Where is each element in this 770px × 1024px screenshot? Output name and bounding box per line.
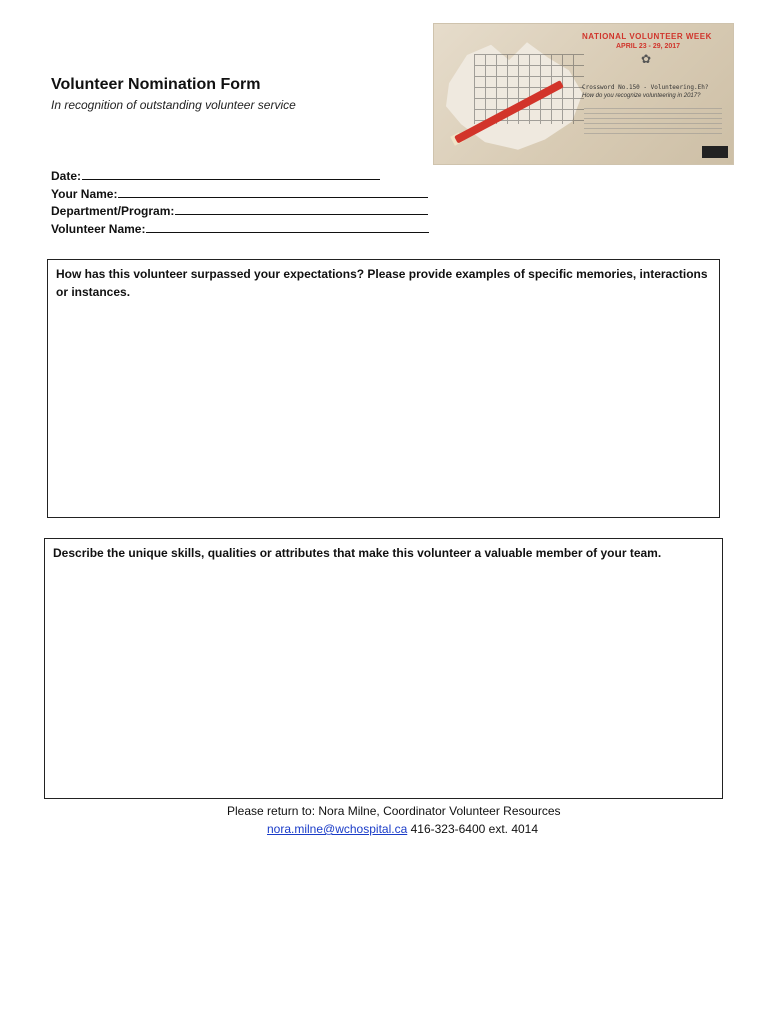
poster-body-text-lines <box>584 108 722 138</box>
form-fields <box>51 167 429 237</box>
expectations-question: How has this volunteer surpassed your expectations? Please provide examples of specific memories, interactions or instances. <box>56 267 708 299</box>
department-program-label: Department/Program: <box>51 204 175 218</box>
volunteer-name-field[interactable] <box>51 220 429 238</box>
return-instructions: Please return to: Nora Milne, Coordinator Volunteer Resources <box>227 804 561 818</box>
contact-line <box>267 820 538 838</box>
poster-crossword-line: Crossword No.150 - Volunteering.Eh? <box>582 84 709 91</box>
your-name-label: Your Name: <box>51 186 118 201</box>
skills-question: Describe the unique skills, qualities or attributes that make this volunteer a valuable member of your team. <box>53 546 662 560</box>
date-label: Date: <box>51 169 82 183</box>
volunteer-name-blank-line[interactable] <box>146 220 429 233</box>
your-name-blank-line[interactable] <box>118 185 428 198</box>
national-volunteer-week-poster <box>433 23 734 165</box>
form-subtitle: In recognition of outstanding volunteer service <box>51 98 296 112</box>
maple-leaf-icon: ✿ <box>641 52 652 66</box>
volunteer-name-label: Volunteer Name: <box>51 221 146 236</box>
email-link[interactable]: nora.milne@wchospital.ca <box>267 822 408 836</box>
poster-dates: APRIL 23 - 29, 2017 <box>616 43 681 50</box>
department-program-field[interactable] <box>51 202 429 220</box>
expectations-answer-box[interactable] <box>47 259 720 518</box>
department-program-blank-line[interactable] <box>175 202 428 215</box>
date-blank-line[interactable] <box>82 167 380 180</box>
sponsor-logo <box>702 146 728 158</box>
date-field[interactable] <box>51 167 429 185</box>
skills-answer-box[interactable] <box>44 538 723 799</box>
form-title: Volunteer Nomination Form <box>51 76 261 93</box>
poster-heading: NATIONAL VOLUNTEER WEEK <box>582 32 712 41</box>
your-name-field[interactable] <box>51 185 429 203</box>
crossword-grid-graphic <box>474 54 584 124</box>
poster-question: How do you recognize volunteering in 2017? <box>582 93 701 99</box>
phone-number: 416-323-6400 ext. 4014 <box>410 822 539 836</box>
